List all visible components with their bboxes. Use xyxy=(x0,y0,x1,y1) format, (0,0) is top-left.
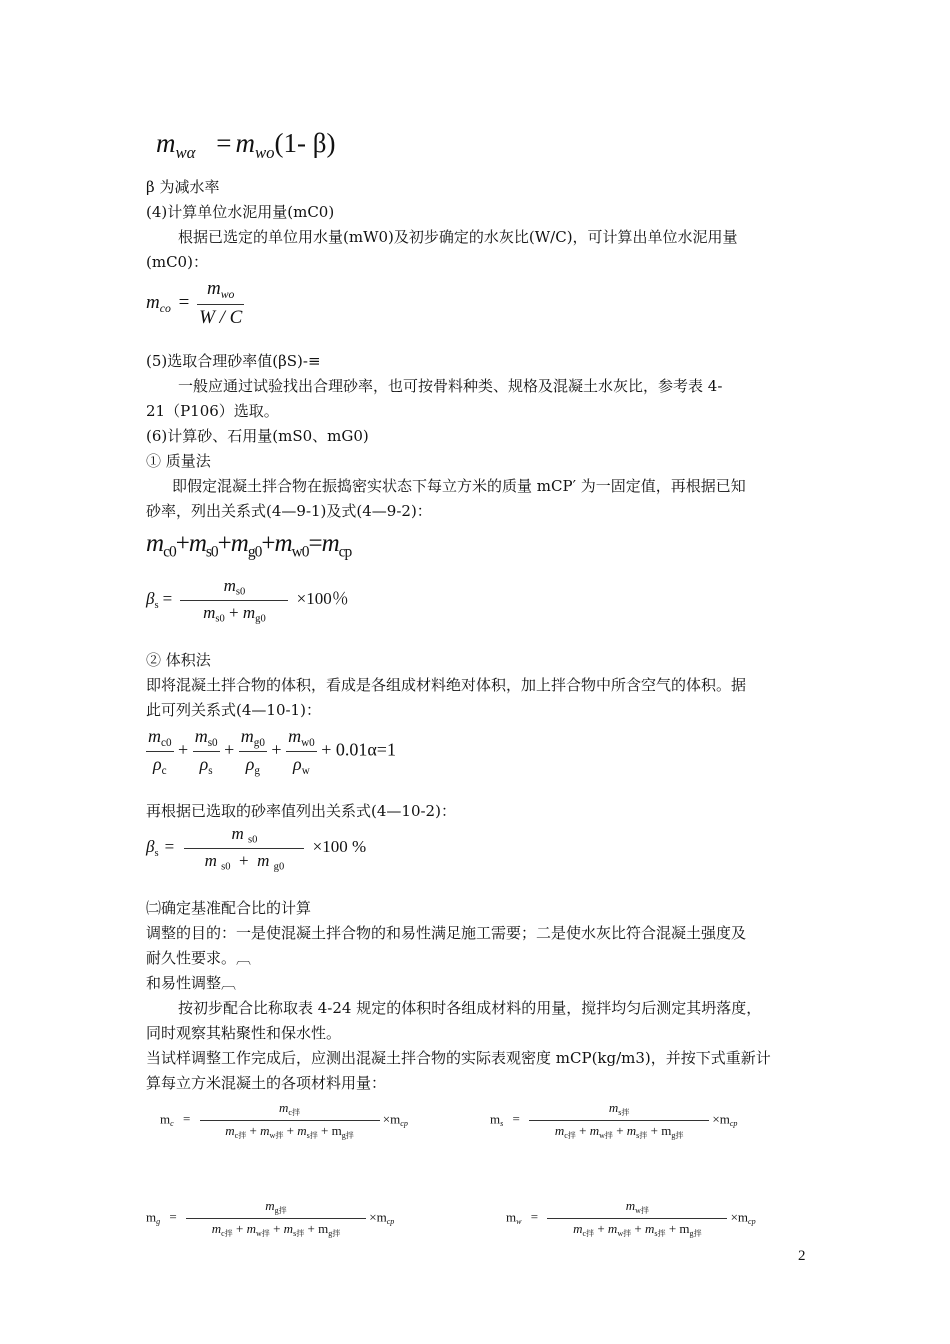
mass-method-text-cont: 砂率，列出关系式(4—9-1)及式(4—9-2)： xyxy=(146,502,432,520)
step4-text-cont: (mC0)： xyxy=(146,253,208,271)
step5-title: (5)选取合理砂率值(βS)-≡ xyxy=(146,352,321,370)
volume-method-text-cont: 此可列关系式(4—10-1)： xyxy=(146,701,321,719)
formula-beta-s: $\beta_s$ = $\frac{m_{s0}}{m_{s0} + m_{g0}}$ ×100％ xyxy=(146,576,349,625)
volume-method-title: ② 体积法 xyxy=(146,651,211,669)
adjust-purpose-text-cont: 耐久性要求。︹ xyxy=(146,949,252,967)
formula-mco: $m_{co}$ = $\frac{m_{wo}}{W / C}$ xyxy=(146,278,243,329)
final-mix-text: 当试样调整工作完成后，应测出混凝土拌合物的实际表观密度 mCP(kg/m3)，并按下式重新计 xyxy=(146,1049,771,1067)
page-number: 2 xyxy=(798,1248,806,1264)
formula-beta-s-2: $\beta_s$ = $\frac{m _{s0}}{m _{s0} + m _{g0}}$ ×100 % xyxy=(146,824,367,873)
formula-mix-g: $m_g$ = $\frac{m_{g拌}}{m_{c拌} + m_{w拌} + m_{s拌} + m_{g拌}}$ $\times m_{cp}$ xyxy=(146,1198,395,1238)
formula-mix-c: $m_c$ = $\frac{m_{c拌}}{m_{c拌} + m_{w拌} + m_{s拌} + m_{g拌}}$ $\times m_{cp}$ xyxy=(160,1100,408,1140)
formula-mix-w: $m_w$ = $\frac{m_{w拌}}{m_{c拌} + m_{w拌} + m_{s拌} + m_{g拌}}$ $\times m_{cp}$ xyxy=(506,1198,756,1238)
volume-method-text-2: 再根据已选取的砂率值列出关系式(4—10-2)： xyxy=(146,802,456,820)
formula-volume: $\frac{m_{c0}}{\rho_c}$ + $\frac{m_{s0}}{\rho_s}$ + $\frac{m_{g0}}{\rho_g}$ + $\frac{m_{w0}}{\rho_w}$ + 0.01α=1 xyxy=(148,726,396,777)
volume-method-text: 即将混凝土拌合物的体积，看成是各组成材料绝对体积，加上拌合物中所含空气的体积。据 xyxy=(146,676,747,694)
mass-method-title: ① 质量法 xyxy=(146,452,211,470)
workability-title: 和易性调整︹ xyxy=(146,974,237,992)
formula-m-w-alpha: $m_{w\alpha} = m_{wo}(1-$ β) xyxy=(156,128,336,162)
workability-text: 按初步配合比称取表 4-24 规定的体积时各组成材料的用量，搅拌均匀后测定其坍落度， xyxy=(178,999,762,1017)
workability-text-cont: 同时观察其粘聚性和保水性。 xyxy=(146,1024,342,1042)
beta-definition: β 为减水率 xyxy=(146,178,220,196)
adjust-purpose-text: 调整的目的：一是使混凝土拌合物的和易性满足施工需要；二是使水灰比符合混凝土强度及 xyxy=(146,924,747,942)
formula-mix-s: $m_s$ = $\frac{m_{s拌}}{m_{c拌} + m_{w拌} + m_{s拌} + m_{g拌}}$ $\times m_{cp}$ xyxy=(490,1100,738,1140)
step5-text-cont: 21（P106）选取。 xyxy=(146,402,279,420)
mco-fraction: $\frac{m_{wo}}{W / C}$ xyxy=(199,278,243,329)
step4-title: (4)计算单位水泥用量(mC0) xyxy=(146,203,335,221)
step5-text: 一般应通过试验找出合理砂率，也可按骨料种类、规格及混凝土水灰比，参考表 4- xyxy=(178,377,723,395)
mass-method-text: 即假定混凝土拌合物在振捣密实状态下每立方米的质量 mCP′ 为一固定值，再根据已知 xyxy=(172,477,746,495)
step6-title: (6)计算砂、石用量(mS0、mG0) xyxy=(146,427,369,445)
section-title-baseline-mix: ㈡确定基准配合比的计算 xyxy=(146,899,312,917)
final-mix-text-cont: 算每立方米混凝土的各项材料用量： xyxy=(146,1074,387,1092)
step4-text: 根据已选定的单位用水量(mW0)及初步确定的水灰比(W/C)，可计算出单位水泥用量 xyxy=(178,228,738,246)
formula-mass-sum: $m_{c0}+m_{s0}+m_{g0}+m_{w0}=m_{cp}$ xyxy=(146,530,352,561)
